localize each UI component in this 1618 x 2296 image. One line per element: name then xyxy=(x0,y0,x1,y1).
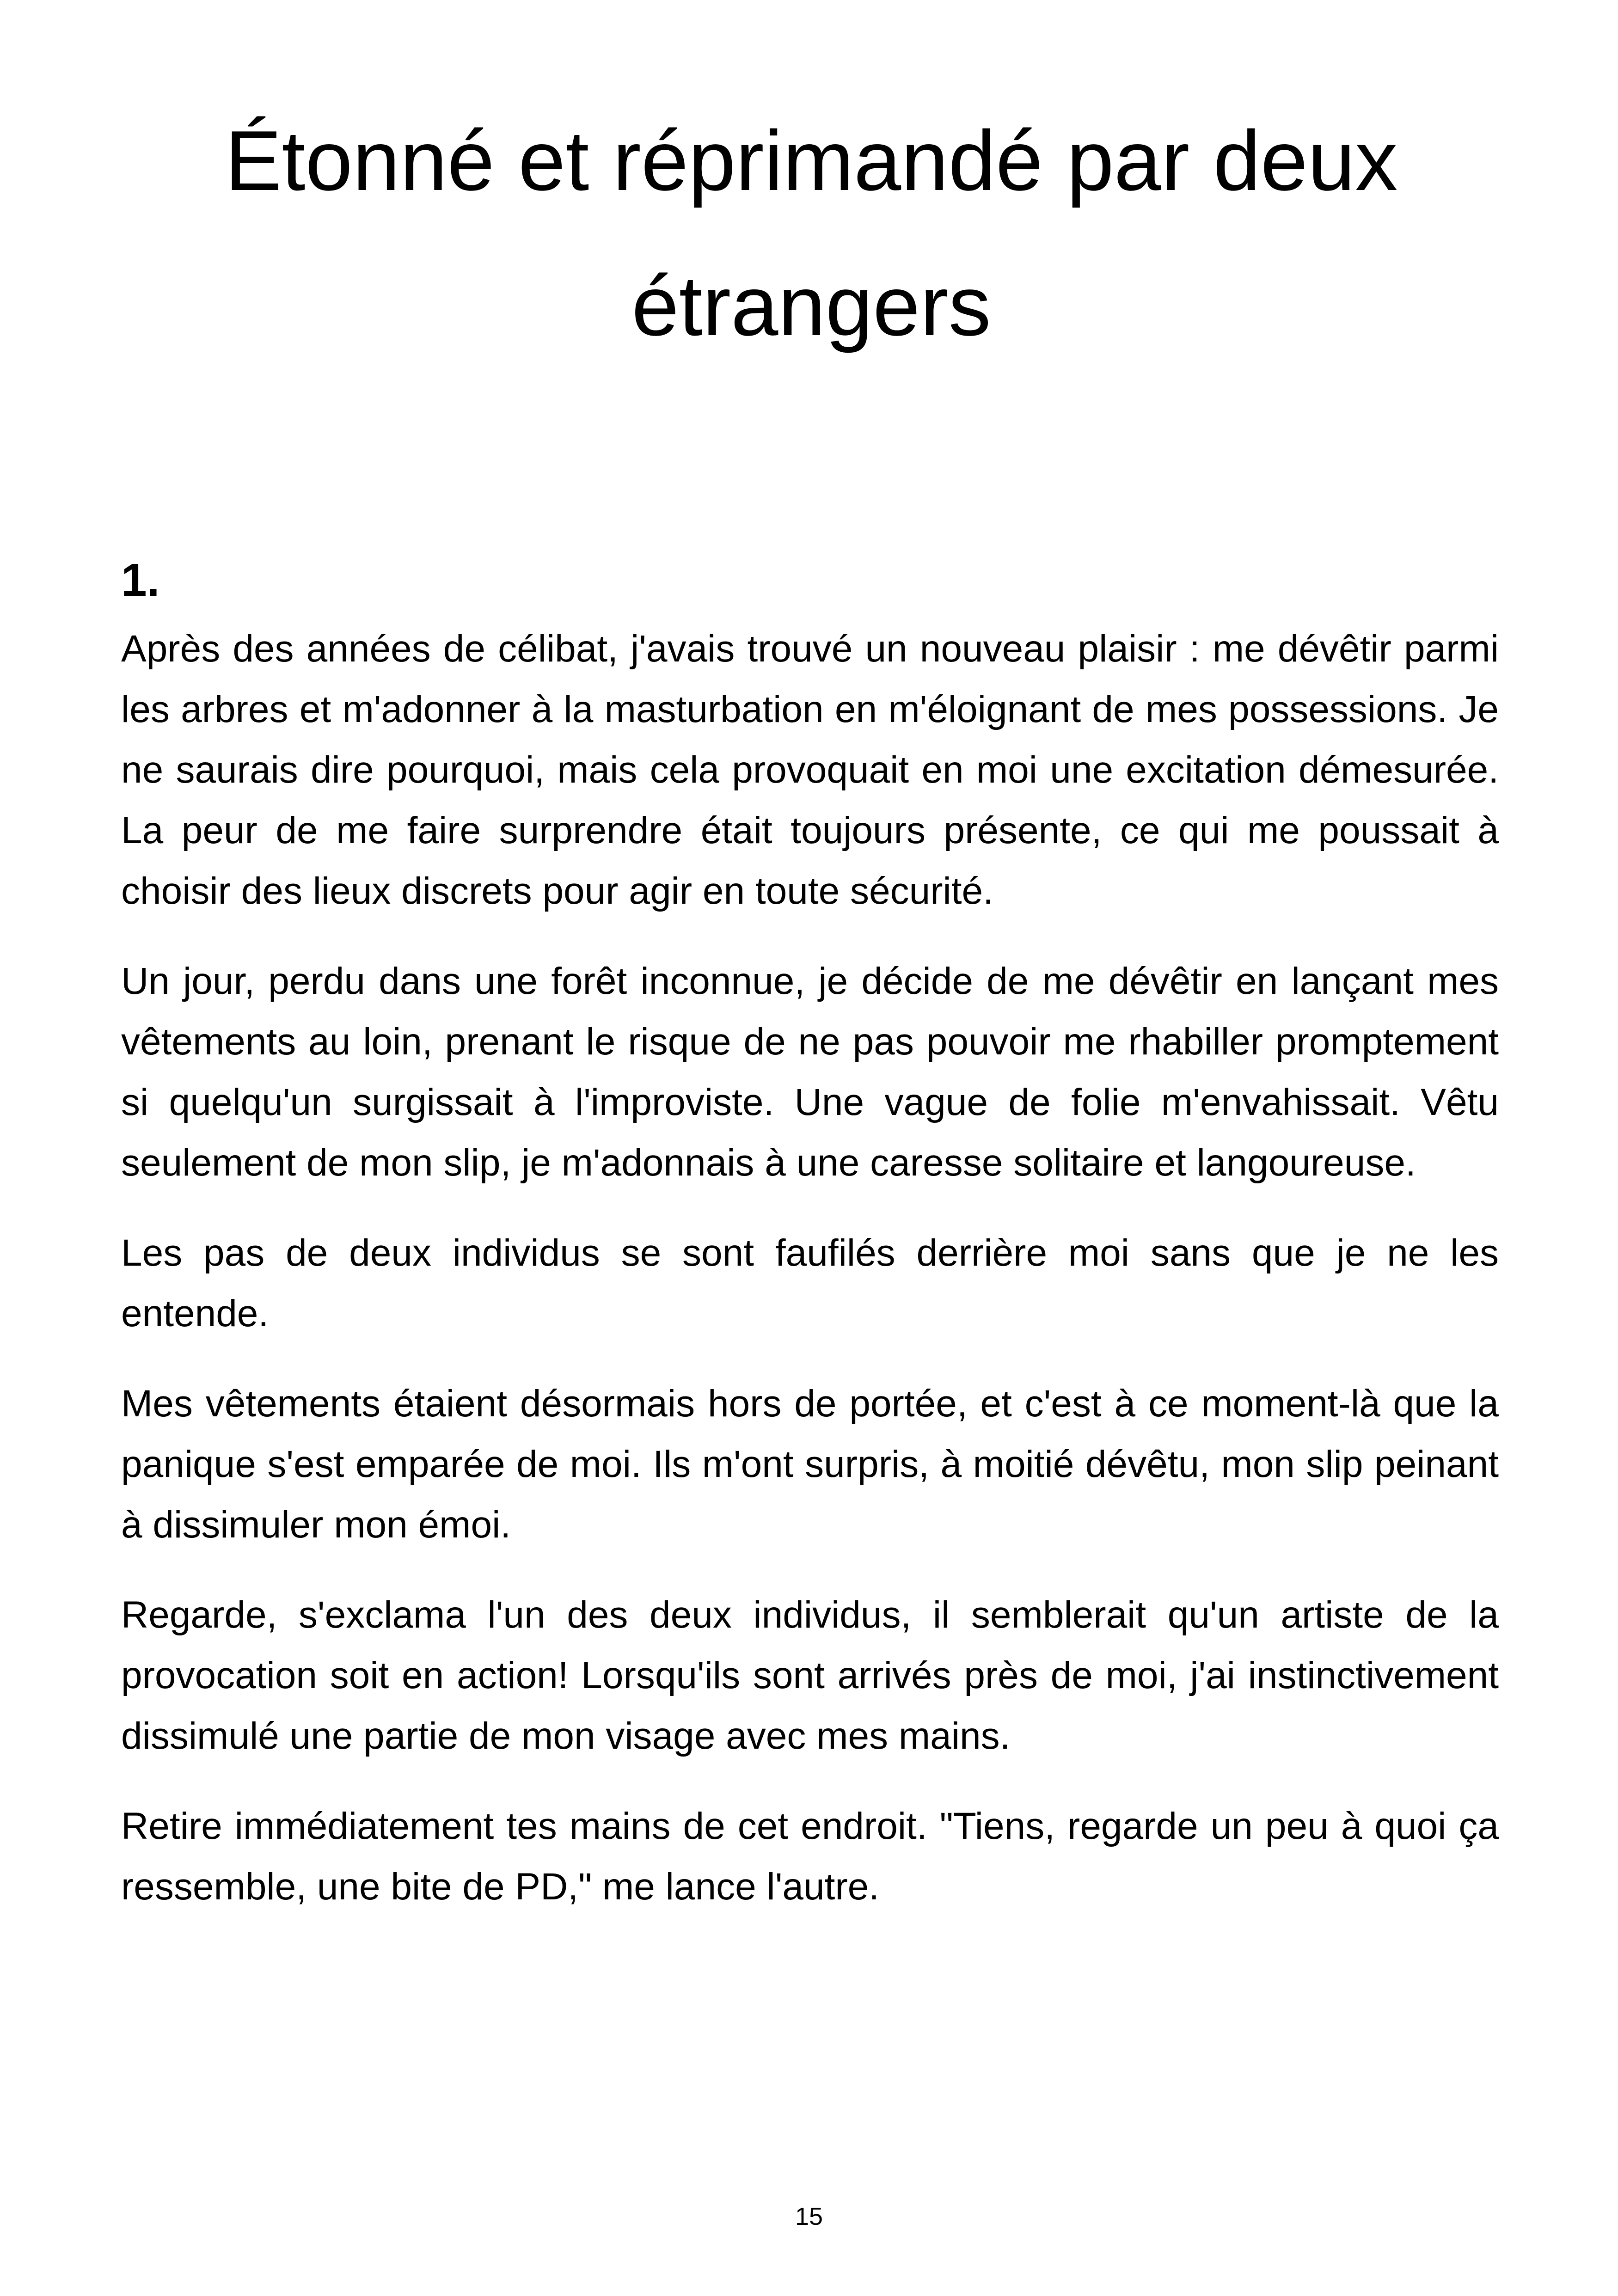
paragraph: Retire immédiatement tes mains de cet endroit. "Tiens, regarde un peu à quoi ça ressemble, une bite de PD," me lance l'autre. xyxy=(121,1805,1499,1908)
paragraph: Regarde, s'exclama l'un des deux individus, il semblerait qu'un artiste de la provocation soit en action! Lorsqu'ils sont arrivés près de moi, j'ai instinctivement dissimulé une partie de mon visage avec mes mains. xyxy=(121,1594,1499,1757)
page-number: 15 xyxy=(795,2203,823,2230)
body-text xyxy=(121,618,1499,1947)
paragraph: Mes vêtements étaient désormais hors de portée, et c'est à ce moment-là que la panique s'est emparée de moi. Ils m'ont surpris, à moitié dévêtu, mon slip peinant à dissimuler mon émoi. xyxy=(121,1383,1499,1546)
section-number: 1. xyxy=(121,554,160,606)
paragraph: Un jour, perdu dans une forêt inconnue, je décide de me dévêtir en lançant mes vêtements au loin, prenant le risque de ne pas pouvoir me rhabiller promptement si quelqu'un surgissait à l'improviste. Une vague de folie m'envahissait. Vêtu seulement de mon slip, je m'adonnais à une caresse solitaire et langoureuse. xyxy=(121,960,1499,1184)
paragraph: Les pas de deux individus se sont faufilés derrière moi sans que je ne les entende. xyxy=(121,1232,1499,1335)
paragraph: Après des années de célibat, j'avais trouvé un nouveau plaisir : me dévêtir parmi les arbres et m'adonner à la masturbation en m'éloignant de mes possessions. Je ne saurais dire pourquoi, mais cela provoquait en moi une excitation démesurée. La peur de me faire surprendre était toujours présente, ce qui me poussait à choisir des lieux discrets pour agir en toute sécurité. xyxy=(121,628,1499,912)
page-title: Étonné et réprimandé par deux étrangers xyxy=(225,113,1398,353)
